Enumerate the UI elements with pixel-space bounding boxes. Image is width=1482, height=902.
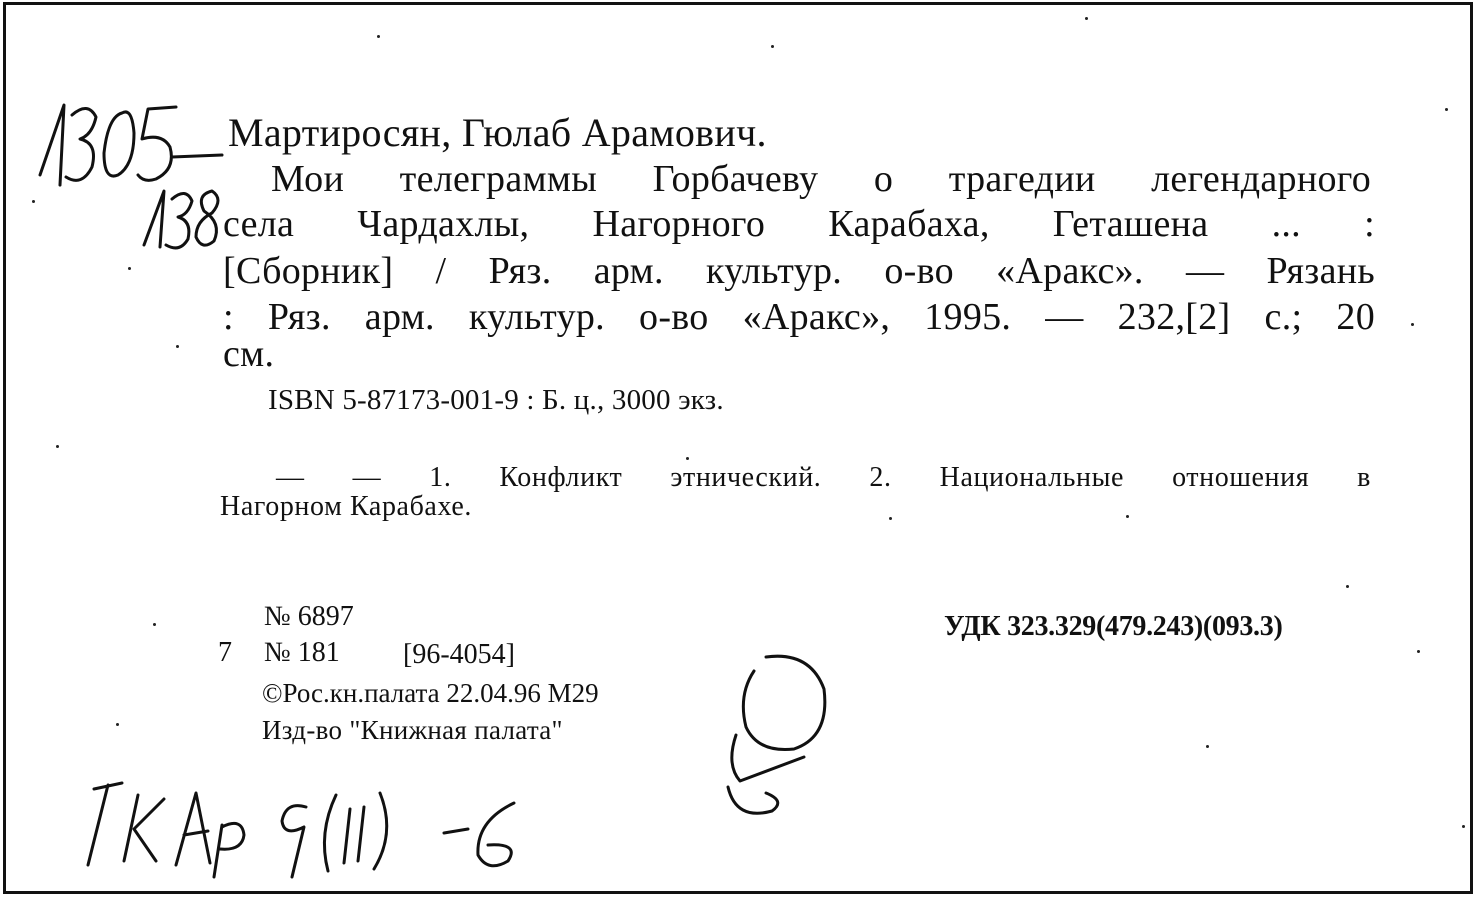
speck	[1126, 515, 1129, 518]
speck	[1445, 108, 1448, 111]
card-count: 7	[218, 637, 232, 668]
speck	[771, 45, 774, 48]
record-number: № 6897	[264, 601, 354, 632]
speck	[686, 457, 689, 460]
speck	[889, 517, 892, 520]
order-number: [96-4054]	[403, 639, 515, 670]
speck	[116, 723, 119, 726]
speck	[176, 345, 179, 348]
title-line-2: села Чардахлы, Нагорного Карабаха, Геташена ... :	[223, 203, 1375, 245]
speck	[377, 35, 380, 38]
speck	[1206, 745, 1209, 748]
handwritten-classification-code	[74, 765, 554, 885]
title-line-4: : Ряз. арм. культур. о-во «Аракс», 1995. — 232,[2] с.; 20	[223, 296, 1375, 338]
handwritten-circle-mark	[706, 645, 846, 835]
copyright-line: ©Рос.кн.палата 22.04.96 М29	[262, 678, 599, 708]
speck	[1417, 650, 1420, 653]
subjects-line-1: — — 1. Конфликт этнический. 2. Национальные отношения в	[276, 462, 1371, 493]
speck	[56, 445, 59, 448]
udk-classification: УДК 323.329(479.243)(093.3)	[944, 611, 1283, 642]
speck	[128, 267, 131, 270]
publisher-line: Изд-во "Книжная палата"	[262, 715, 563, 745]
title-line-3: [Сборник] / Ряз. арм. культур. о-во «Аракс». — Рязань	[223, 250, 1375, 292]
handwritten-shelf-mark	[26, 95, 236, 255]
speck	[1462, 825, 1465, 828]
registration-number: № 181	[264, 637, 340, 668]
title-line-5: см.	[223, 333, 275, 375]
catalog-card	[3, 2, 1473, 894]
speck	[1085, 17, 1088, 20]
isbn-line: ISBN 5-87173-001-9 : Б. ц., 3000 экз.	[268, 384, 724, 416]
speck	[1346, 585, 1349, 588]
speck	[1411, 323, 1414, 326]
author-heading: Мартиросян, Гюлаб Арамович.	[228, 110, 767, 155]
speck	[153, 623, 156, 626]
subjects-line-2: Нагорном Карабахе.	[220, 491, 472, 522]
title-line-1: Мои телеграммы Горбачеву о трагедии легендарного	[271, 158, 1371, 200]
